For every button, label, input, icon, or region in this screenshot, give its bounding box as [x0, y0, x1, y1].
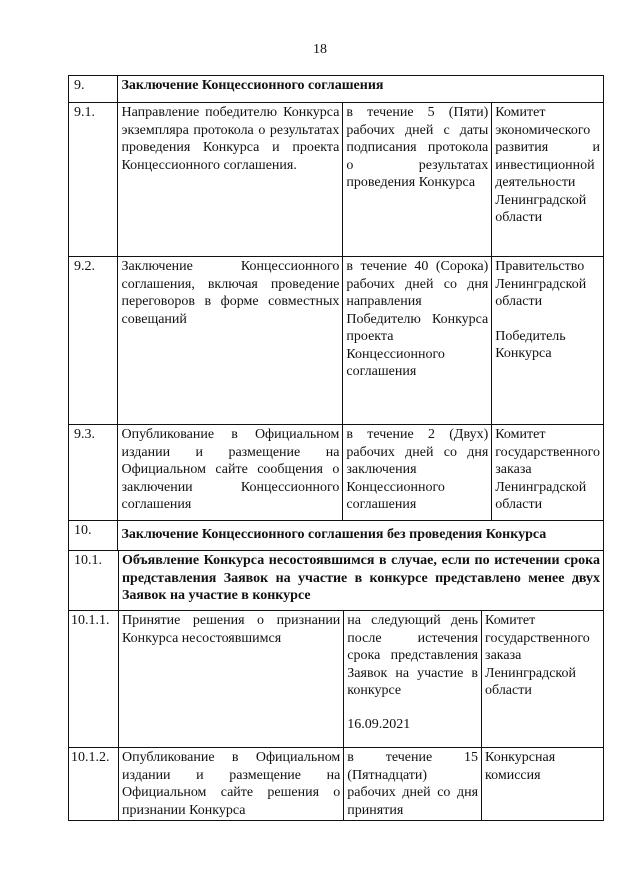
responsible-text: Комитет экономического развития и инвестиционной деятельности Ленинградской области — [495, 105, 600, 225]
section-row-9 — [69, 76, 604, 103]
responsible-cell — [492, 103, 604, 257]
section-row-10 — [69, 521, 604, 551]
responsible-cell — [492, 257, 604, 425]
table-row-9-3 — [69, 425, 604, 521]
section-title: Заключение Концессионного соглашения без проведения Конкурса — [118, 521, 604, 551]
deadline-text: на следующий день после истечения срока представления Заявок на участие в конкурсе — [347, 613, 479, 698]
deadline-cell — [344, 611, 482, 748]
table-row-9-1 — [69, 103, 604, 257]
deadline-cell: в течение 2 (Двух) рабочих дней со дня заключения Концессионного соглашения — [343, 425, 492, 521]
deadline-cell: в течение 40 (Сорока) рабочих дней со дня направления Победителю Конкурса проекта Концессионного соглашения — [343, 257, 492, 425]
schedule-table-lower — [68, 550, 604, 821]
row-number: 10.1.1. — [69, 611, 119, 748]
responsible-text-secondary: Победитель Конкурса — [495, 328, 566, 361]
responsible-cell — [482, 748, 604, 821]
table-row-9-2 — [69, 257, 604, 425]
row-number: 9.1. — [69, 103, 118, 257]
row-number: 9. — [69, 76, 118, 103]
row-number: 9.2. — [69, 257, 118, 425]
row-number: 10. — [69, 521, 118, 551]
action-cell: Заключение Концессионного соглашения, включая проведение переговоров в форме совместных совещаний — [118, 257, 343, 425]
responsible-cell — [492, 425, 604, 521]
action-cell: Направление победителю Конкурса экземпляра протокола о результатах проведения Конкурса и проекта Концессионного соглашения. — [118, 103, 343, 257]
responsible-text: Правительство Ленинградской области — [495, 259, 587, 309]
page-number: 18 — [313, 42, 327, 57]
section-row-10-1 — [69, 551, 604, 611]
table-row-10-1-2 — [69, 748, 604, 821]
responsible-text: Комитет государственного заказа Ленинградской области — [495, 427, 600, 512]
action-cell: Опубликование в Официальном издании и размещение на Официальном сайте сообщения о заключении Концессионного соглашения — [118, 425, 343, 521]
action-cell: Опубликование в Официальном издании и размещение на Официальном сайте решения о признании Конкурса — [118, 748, 343, 821]
row-number: 9.3. — [69, 425, 118, 521]
responsible-text: Комитет государственного заказа Ленинградской области — [485, 613, 590, 698]
row-number: 10.1. — [69, 551, 119, 611]
action-cell: Принятие решения о признании Конкурса несостоявшимся — [118, 611, 343, 748]
deadline-cell: в течение 15 (Пятнадцати) рабочих дней со дня принятия — [344, 748, 482, 821]
deadline-cell: в течение 5 (Пяти) рабочих дней с даты подписания протокола о результатах проведения Конкурса — [343, 103, 492, 257]
row-number: 10.1.2. — [69, 748, 119, 821]
responsible-text: Конкурсная комиссия — [485, 750, 556, 783]
table-row-10-1-1 — [69, 611, 604, 748]
schedule-table-upper — [68, 75, 604, 551]
section-title: Объявление Конкурса несостоявшимся в случае, если по истечении срока представления Заявок на участие в конкурсе представлено менее двух Заявок на участие в конкурсе — [118, 551, 603, 611]
responsible-cell — [482, 611, 604, 748]
section-title: Заключение Концессионного соглашения — [118, 76, 604, 103]
deadline-date: 16.09.2021 — [347, 716, 411, 732]
